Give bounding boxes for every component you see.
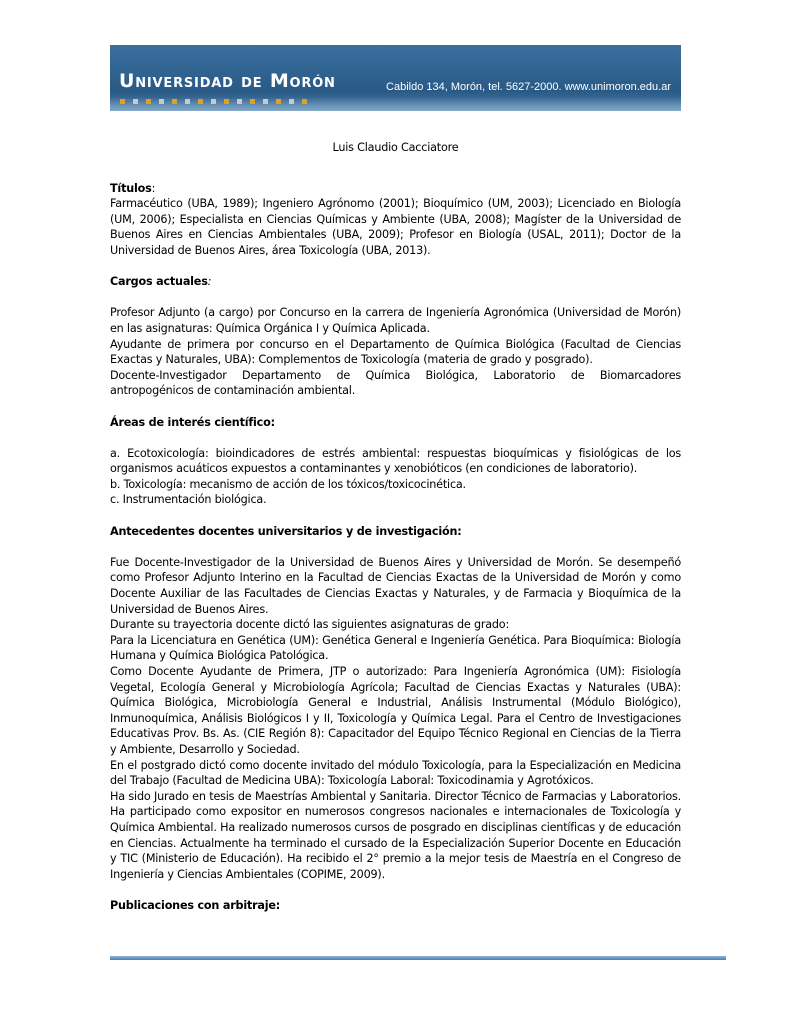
antecedentes-paragraph: En el postgrado dictó como docente invitado del módulo Toxicología, para la Especialización en Medicina del Trabajo (Facultad de Medicina UBA): Toxicología Laboral: Toxicodinamia y Agrotóxicos. — [110, 758, 681, 788]
university-logo: Universidad de Morón — [119, 70, 336, 92]
antecedentes-heading: Antecedentes docentes universitarios y de investigación: — [110, 524, 462, 538]
logo-dot — [120, 99, 125, 104]
antecedentes-paragraph: Para la Licenciatura en Genética (UM): Genética General e Ingeniería Genética. Para Bioquímica: Biología Humana y Química Biológica Patológica. — [110, 633, 681, 663]
area-item: a. Ecotoxicología: bioindicadores de estrés ambiental: respuestas bioquímicas y fisiológicas de los organismos acuáticos expuestos a contaminantes y xenobióticos (en condiciones de laboratorio). — [110, 446, 681, 476]
antecedentes-paragraph: Como Docente Ayudante de Primera, JTP o autorizado: Para Ingeniería Agronómica (UM): Fisiología Vegetal, Ecología General y Microbiología Agrícola; Facultad de Ciencias Exactas y Naturales (UBA): Química Biológica, Microbiología General e Industrial, Análisis Instrumental (Módulo Biológico), Inmunoquímica, Análisis Biológicos I y II, Toxicología y Química Legal. Para el Centro de Investigaciones Educativas Prov. Bs. As. (CIE Región 8): Capacitador del Equipo Técnico Regional en Ciencias de la Tierra y Ambiente, Desarrollo y Sociedad. — [110, 665, 681, 756]
antecedentes-paragraph: Durante su trayectoria docente dictó las siguientes asignaturas de grado: — [110, 618, 510, 632]
header-contact-info: Cabildo 134, Morón, tel. 5627-2000. www.unimoron.edu.ar — [386, 81, 671, 93]
area-item: c. Instrumentación biológica. — [110, 493, 267, 507]
logo-dot — [224, 99, 229, 104]
footer-divider — [110, 956, 726, 960]
cargo-item: Docente-Investigador Departamento de Química Biológica, Laboratorio de Biomarcadores antropogénicos de contaminación ambiental. — [110, 368, 681, 398]
areas-heading: Áreas de interés científico: — [110, 415, 275, 429]
cargos-colon: : — [207, 275, 212, 289]
titulos-colon: : — [151, 181, 156, 195]
titulos-heading — [110, 181, 681, 197]
logo-dot — [276, 99, 281, 104]
antecedentes-paragraph: Ha sido Jurado en tesis de Maestrías Ambiental y Sanitaria. Director Técnico de Farmacias y Laboratorios. Ha participado como expositor en numerosos congresos nacionales e internacionales de Toxicología y Química Ambiental. Ha realizado numerosos cursos de posgrado en disciplinas científicas y de educación en Ciencias. Actualmente ha terminado el cursado de la Especialización Superior Docente en Educación y TIC (Ministerio de Educación). Ha recibido el 2° premio a la mejor tesis de Maestría en el Congreso de Ingeniería y Ciencias Ambientales (COPIME, 2009). — [110, 789, 681, 881]
cv-document — [110, 140, 681, 914]
person-name: Luis Claudio Cacciatore — [332, 141, 459, 154]
logo-dot — [159, 99, 164, 104]
logo-dot — [250, 99, 255, 104]
logo-dot — [172, 99, 177, 104]
logo-dot — [185, 99, 190, 104]
titulos-text: Farmacéutico (UBA, 1989); Ingeniero Agrónomo (2001); Bioquímico (UM, 2003); Licenciado en Biología (UM, 2006); Especialista en Ciencias Químicas y Ambiente (UBA, 2008); Magíster de la Universidad de Buenos Aires en Ciencias Ambientales (UBA, 2009); Profesor en Biología (USAL, 2011); Doctor de la Universidad de Buenos Aires, área Toxicología (UBA, 2013). — [110, 197, 681, 257]
logo-dot — [289, 99, 294, 104]
university-header-banner — [110, 45, 681, 111]
logo-dot — [237, 99, 242, 104]
titulos-label: Títulos — [110, 181, 152, 195]
area-item: b. Toxicología: mecanismo de acción de los tóxicos/toxicocinética. — [110, 477, 466, 491]
cargo-item: Profesor Adjunto (a cargo) por Concurso en la carrera de Ingeniería Agronómica (Universidad de Morón) en las asignaturas: Química Orgánica I y Química Aplicada. — [110, 306, 681, 335]
logo-dot — [263, 99, 268, 104]
logo-dot — [302, 99, 307, 104]
cargos-label: Cargos actuales — [110, 275, 208, 289]
logo-dot — [133, 99, 138, 104]
logo-dot — [146, 99, 151, 104]
logo-dot — [198, 99, 203, 104]
logo-dot-pattern — [120, 99, 307, 104]
antecedentes-paragraph: Fue Docente-Investigador de la Universidad de Buenos Aires y Universidad de Morón. Se desempeñó como Profesor Adjunto Interino en la Facultad de Ciencias Exactas de la Universidad de Morón y como Docente Auxiliar de las Facultades de Ciencias Exactas y Naturales, y de Farmacia y Bioquímica de la Universidad de Buenos Aires. — [110, 555, 681, 616]
cargos-heading — [110, 274, 681, 290]
publicaciones-heading: Publicaciones con arbitraje: — [110, 898, 281, 912]
logo-dot — [211, 99, 216, 104]
cargo-item: Ayudante de primera por concurso en el Departamento de Química Biológica (Facultad de Ciencias Exactas y Naturales, UBA): Complementos de Toxicología (materia de grado y posgrado). — [110, 337, 681, 367]
